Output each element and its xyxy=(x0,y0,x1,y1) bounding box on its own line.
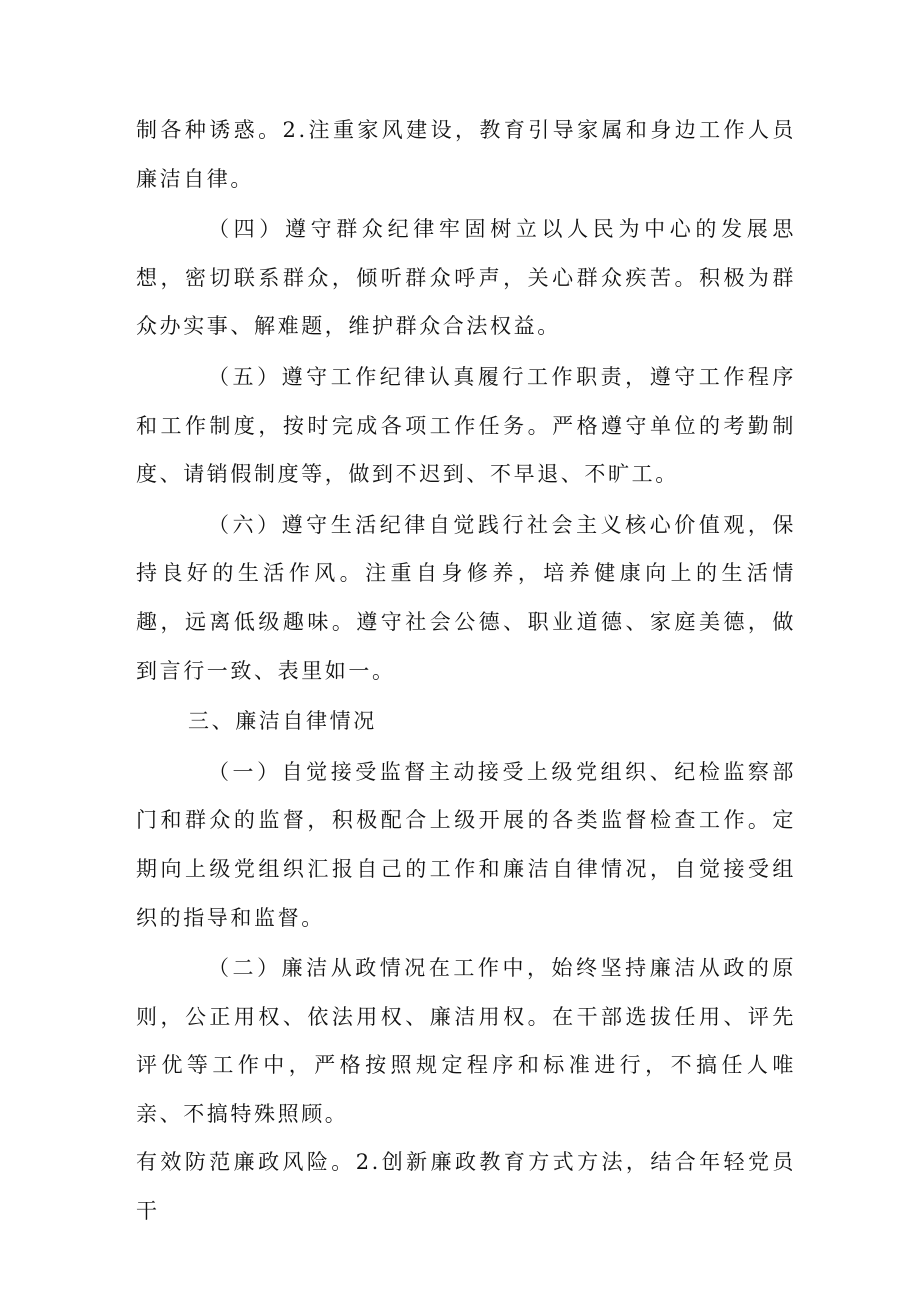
paragraph-clean-governance: （二）廉洁从政情况在工作中，始终坚持廉洁从政的原则，公正用权、依法用权、廉洁用权。在干部选拔任用、评先评优等工作中，严格按照规定程序和标准进行，不搞任人唯亲、不搞特殊照顾。 xyxy=(136,956,796,1126)
paragraph-risk-prevention: 有效防范廉政风险。2.创新廉政教育方式方法，结合年轻党员干 xyxy=(136,1150,796,1224)
paragraph-continuation: 制各种诱惑。2.注重家风建设，教育引导家属和身边工作人员廉洁自律。 xyxy=(136,118,796,191)
paragraph-work-discipline: （五）遵守工作纪律认真履行工作职责，遵守工作程序和工作制度，按时完成各项工作任务。严格遵守单位的考勤制度、请销假制度等，做到不迟到、不早退、不旷工。 xyxy=(136,364,796,487)
paragraph-life-discipline: （六）遵守生活纪律自觉践行社会主义核心价值观，保持良好的生活作风。注重自身修养，培养健康向上的生活情趣，远离低级趣味。遵守社会公德、职业道德、家庭美德，做到言行一致、表里如一。 xyxy=(136,512,796,683)
paragraph-mass-discipline: （四）遵守群众纪律牢固树立以人民为中心的发展思想，密切联系群众，倾听群众呼声，关心群众疾苦。积极为群众办实事、解难题，维护群众合法权益。 xyxy=(136,217,796,339)
section-heading-integrity: 三、廉洁自律情况 xyxy=(188,709,377,734)
document-body xyxy=(136,106,796,1236)
paragraph-accept-supervision: （一）自觉接受监督主动接受上级党组织、纪检监察部门和群众的监督，积极配合上级开展的各类监督检查工作。定期向上级党组织汇报自己的工作和廉洁自律情况，自觉接受组织的指导和监督。 xyxy=(136,759,796,930)
